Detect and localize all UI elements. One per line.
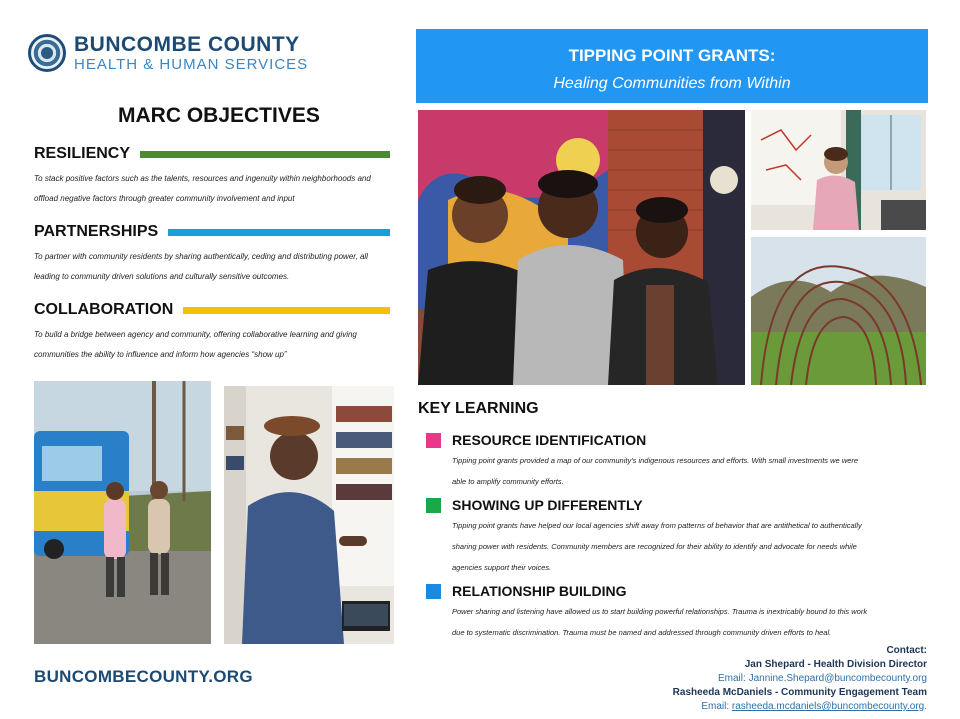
contact-email-1[interactable]: Jannine.Shepard@buncombecounty.org bbox=[748, 673, 927, 684]
objective-color-bar bbox=[183, 307, 390, 314]
photo-bus-and-women bbox=[34, 381, 211, 644]
tipping-point-banner bbox=[416, 29, 928, 103]
photo-garden-arches bbox=[751, 237, 926, 385]
key-learning-description: Power sharing and listening have allowed us to start building powerful relationships. Trauma is inextricably bound to this work due to systematic discrimination. Trauma must be named and addressed through community driven efforts to heal. bbox=[452, 607, 868, 637]
contact-email-1-label: Email: bbox=[718, 673, 746, 684]
blue-square-bullet-icon bbox=[426, 584, 441, 599]
key-learning-label: RESOURCE IDENTIFICATION bbox=[452, 432, 647, 448]
contact-heading: Contact: bbox=[886, 645, 927, 656]
key-learning-label: SHOWING UP DIFFERENTLY bbox=[452, 497, 643, 513]
photo-three-women-mural bbox=[418, 110, 745, 385]
contact-email-2-link[interactable]: rasheeda.mcdaniels@buncombecounty.org bbox=[731, 701, 925, 712]
objective-color-bar bbox=[168, 229, 390, 236]
logo-subtitle: HEALTH & HUMAN SERVICES bbox=[74, 56, 309, 73]
objective-description: To build a bridge between agency and community, offering collaborative learning and giving communities the ability to influence and inform how agencies “show up” bbox=[34, 330, 357, 359]
county-logo bbox=[28, 34, 308, 72]
key-learning-showing-up-differently bbox=[426, 497, 926, 578]
photo-man-in-library bbox=[224, 386, 394, 644]
county-seal-icon bbox=[28, 34, 66, 72]
objective-label: PARTNERSHIPS bbox=[34, 223, 159, 240]
key-learning-title: KEY LEARNING bbox=[418, 400, 539, 417]
contact-block: Contact: Jan Shepard - Health Division Director Email: Jannine.Shepard@buncombecounty.org Rasheeda McDaniels - Community Engagement Team Email: rasheeda.mcdaniels@buncombecounty.org. bbox=[672, 645, 927, 712]
contact-person-1: Jan Shepard - Health Division Director bbox=[744, 659, 927, 670]
photo-woman-at-whiteboard bbox=[751, 110, 926, 230]
objective-color-bar bbox=[140, 151, 390, 158]
key-learning-description: Tipping point grants provided a map of our community's indigenous resources and efforts. With small investments we were able to amplify community efforts. bbox=[452, 456, 859, 486]
key-learning-relationship-building bbox=[426, 583, 926, 643]
objective-description: To partner with community residents by sharing authentically, ceding and distributing power, all leading to community driven solutions and culturally sensitive outcomes. bbox=[34, 252, 368, 281]
objective-description: To stack positive factors such as the talents, resources and ingenuity within neighborhoods and offload negative factors through greater community involvement and input bbox=[34, 174, 371, 203]
objective-label: RESILIENCY bbox=[34, 145, 131, 162]
marc-objectives-title: MARC OBJECTIVES bbox=[118, 104, 320, 127]
contact-person-2: Rasheeda McDaniels - Community Engagement Team bbox=[672, 687, 927, 698]
objective-partnerships bbox=[34, 223, 390, 287]
pink-square-bullet-icon bbox=[426, 433, 441, 448]
key-learning-description: Tipping point grants have helped our local agencies shift away from patterns of behavior that are antithetical to authentically sharing power with residents. Community members are recognized for their ability to identify and advocate for needs while agencies support their voices. bbox=[452, 521, 862, 572]
objective-resiliency bbox=[34, 145, 390, 209]
objective-label: COLLABORATION bbox=[34, 301, 174, 318]
logo-title: BUNCOMBE COUNTY bbox=[74, 33, 300, 56]
key-learning-label: RELATIONSHIP BUILDING bbox=[452, 583, 627, 599]
county-website-link[interactable]: BUNCOMBECOUNTY.ORG bbox=[34, 667, 253, 686]
key-learning-resource-identification bbox=[426, 432, 926, 492]
banner-subtitle: Healing Communities from Within bbox=[553, 75, 791, 92]
banner-title: TIPPING POINT GRANTS: bbox=[568, 46, 776, 65]
green-square-bullet-icon bbox=[426, 498, 441, 513]
contact-email-2-label: Email: bbox=[701, 701, 730, 712]
objective-collaboration bbox=[34, 301, 390, 365]
